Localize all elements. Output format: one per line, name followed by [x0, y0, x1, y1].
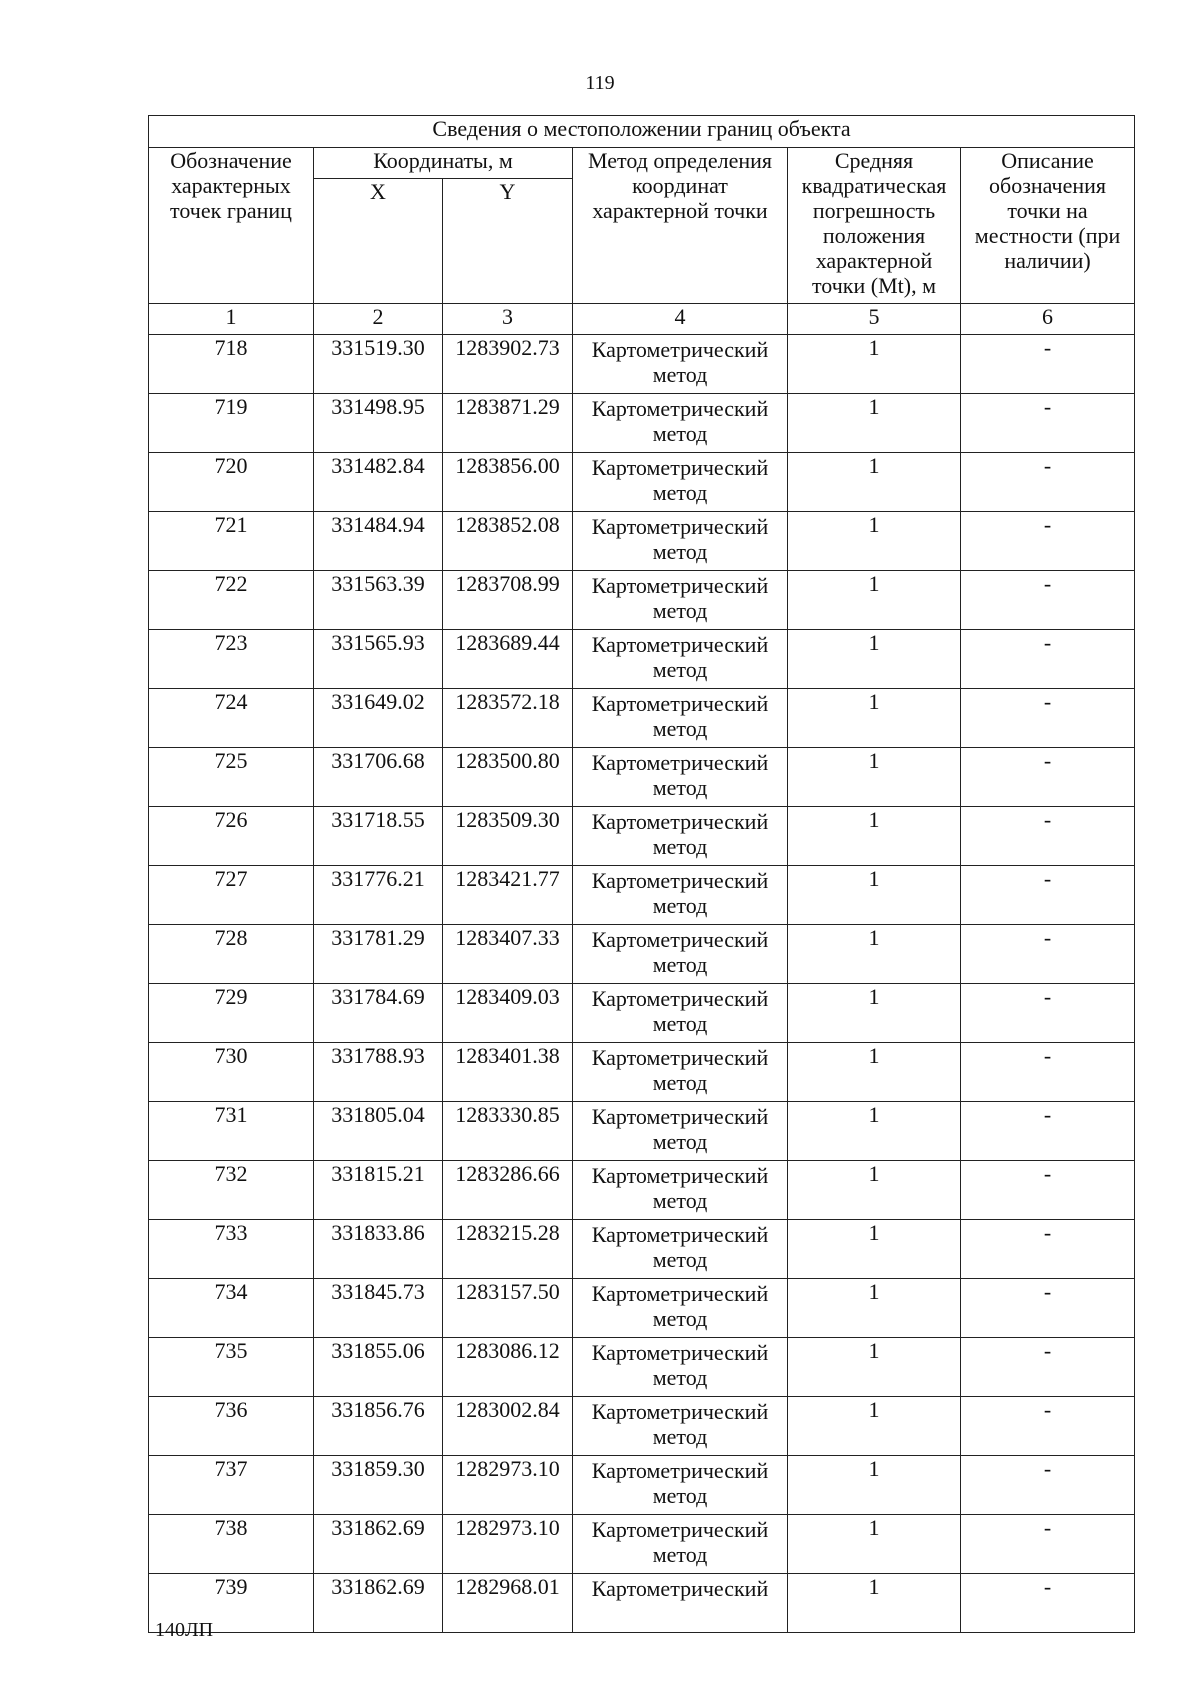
cell-point: 734 [149, 1279, 314, 1338]
cell-description: - [961, 453, 1135, 512]
cell-error: 1 [788, 335, 961, 394]
cell-description: - [961, 984, 1135, 1043]
cell-x: 331862.69 [314, 1574, 443, 1633]
cell-error: 1 [788, 394, 961, 453]
cell-error: 1 [788, 1161, 961, 1220]
table-caption: Сведения о местоположении границ объекта [149, 116, 1135, 148]
cell-method: Картометрический метод [573, 394, 788, 453]
cell-point: 718 [149, 335, 314, 394]
cell-description: - [961, 925, 1135, 984]
cell-point: 733 [149, 1220, 314, 1279]
cell-x: 331706.68 [314, 748, 443, 807]
cell-method: Картометрический метод [573, 1338, 788, 1397]
table-row [149, 512, 1135, 571]
cell-error: 1 [788, 807, 961, 866]
cell-method: Картометрический метод [573, 925, 788, 984]
cell-description: - [961, 1397, 1135, 1456]
cell-description: - [961, 748, 1135, 807]
table-row [149, 984, 1135, 1043]
cell-point: 725 [149, 748, 314, 807]
page-number: 119 [585, 72, 615, 94]
cell-point: 720 [149, 453, 314, 512]
table-row [149, 1456, 1135, 1515]
table-row [149, 866, 1135, 925]
cell-description: - [961, 1220, 1135, 1279]
table-body [149, 335, 1135, 1633]
cell-y: 1283689.44 [443, 630, 573, 689]
cell-method: Картометрический метод [573, 866, 788, 925]
cell-description: - [961, 1102, 1135, 1161]
coordinates-table [148, 115, 1135, 1633]
cell-y: 1283421.77 [443, 866, 573, 925]
cell-description: - [961, 394, 1135, 453]
table-row [149, 394, 1135, 453]
table-row [149, 807, 1135, 866]
cell-error: 1 [788, 453, 961, 512]
cell-method: Картометрический [573, 1574, 788, 1633]
cell-point: 736 [149, 1397, 314, 1456]
table-row [149, 1043, 1135, 1102]
cell-x: 331784.69 [314, 984, 443, 1043]
table-row [149, 1338, 1135, 1397]
header-point: Обозначение характерных точек границ [149, 148, 314, 304]
cell-error: 1 [788, 689, 961, 748]
cell-method: Картометрический метод [573, 748, 788, 807]
cell-x: 331482.84 [314, 453, 443, 512]
cell-y: 1283509.30 [443, 807, 573, 866]
cell-y: 1283086.12 [443, 1338, 573, 1397]
cell-description: - [961, 571, 1135, 630]
cell-description: - [961, 1515, 1135, 1574]
cell-x: 331498.95 [314, 394, 443, 453]
cell-method: Картометрический метод [573, 807, 788, 866]
cell-x: 331845.73 [314, 1279, 443, 1338]
cell-error: 1 [788, 1043, 961, 1102]
table-row [149, 689, 1135, 748]
cell-description: - [961, 689, 1135, 748]
cell-description: - [961, 1279, 1135, 1338]
column-number: 5 [788, 304, 961, 335]
cell-error: 1 [788, 1456, 961, 1515]
cell-point: 731 [149, 1102, 314, 1161]
cell-description: - [961, 1338, 1135, 1397]
cell-method: Картометрический метод [573, 453, 788, 512]
cell-point: 727 [149, 866, 314, 925]
cell-x: 331855.06 [314, 1338, 443, 1397]
cell-description: - [961, 1456, 1135, 1515]
cell-x: 331776.21 [314, 866, 443, 925]
table-row [149, 571, 1135, 630]
cell-error: 1 [788, 630, 961, 689]
cell-y: 1283500.80 [443, 748, 573, 807]
cell-method: Картометрический метод [573, 1043, 788, 1102]
cell-x: 331862.69 [314, 1515, 443, 1574]
cell-point: 728 [149, 925, 314, 984]
column-number: 3 [443, 304, 573, 335]
cell-error: 1 [788, 1220, 961, 1279]
column-number: 6 [961, 304, 1135, 335]
cell-y: 1283852.08 [443, 512, 573, 571]
table-row [149, 453, 1135, 512]
header-method: Метод определения координат характерной точки [573, 148, 788, 304]
cell-x: 331781.29 [314, 925, 443, 984]
cell-y: 1283708.99 [443, 571, 573, 630]
cell-method: Картометрический метод [573, 984, 788, 1043]
cell-x: 331718.55 [314, 807, 443, 866]
cell-y: 1282973.10 [443, 1515, 573, 1574]
coordinates-table-container [148, 115, 1134, 1601]
table-row [149, 1102, 1135, 1161]
header-error: Средняя квадратическая погрешность положения характерной точки (Mt), м [788, 148, 961, 304]
cell-point: 726 [149, 807, 314, 866]
cell-x: 331859.30 [314, 1456, 443, 1515]
cell-error: 1 [788, 1279, 961, 1338]
cell-error: 1 [788, 984, 961, 1043]
header-description: Описание обозначения точки на местности (при наличии) [961, 148, 1135, 304]
cell-x: 331484.94 [314, 512, 443, 571]
document-code: 140ЛП [155, 1619, 214, 1641]
cell-error: 1 [788, 1515, 961, 1574]
cell-y: 1282968.01 [443, 1574, 573, 1633]
table-row [149, 1279, 1135, 1338]
cell-y: 1283002.84 [443, 1397, 573, 1456]
cell-error: 1 [788, 866, 961, 925]
cell-error: 1 [788, 512, 961, 571]
cell-point: 738 [149, 1515, 314, 1574]
cell-method: Картометрический метод [573, 1102, 788, 1161]
header-coords: Координаты, м [314, 148, 573, 179]
cell-y: 1283407.33 [443, 925, 573, 984]
column-number: 2 [314, 304, 443, 335]
cell-description: - [961, 866, 1135, 925]
cell-y: 1283856.00 [443, 453, 573, 512]
cell-y: 1283409.03 [443, 984, 573, 1043]
cell-method: Картометрический метод [573, 512, 788, 571]
cell-method: Картометрический метод [573, 1161, 788, 1220]
cell-x: 331519.30 [314, 335, 443, 394]
column-number: 4 [573, 304, 788, 335]
cell-y: 1283215.28 [443, 1220, 573, 1279]
cell-point: 722 [149, 571, 314, 630]
cell-point: 737 [149, 1456, 314, 1515]
cell-y: 1283572.18 [443, 689, 573, 748]
cell-method: Картометрический метод [573, 571, 788, 630]
cell-error: 1 [788, 1102, 961, 1161]
cell-y: 1283157.50 [443, 1279, 573, 1338]
cell-method: Картометрический метод [573, 1220, 788, 1279]
table-row [149, 1515, 1135, 1574]
table-row [149, 1397, 1135, 1456]
cell-point: 730 [149, 1043, 314, 1102]
cell-y: 1283871.29 [443, 394, 573, 453]
cell-method: Картометрический метод [573, 1456, 788, 1515]
table-row [149, 925, 1135, 984]
table-row [149, 748, 1135, 807]
cell-y: 1282973.10 [443, 1456, 573, 1515]
cell-x: 331565.93 [314, 630, 443, 689]
table-row [149, 1161, 1135, 1220]
cell-point: 732 [149, 1161, 314, 1220]
column-numbers-row [149, 304, 1135, 335]
cell-description: - [961, 335, 1135, 394]
cell-method: Картометрический метод [573, 1397, 788, 1456]
cell-description: - [961, 1574, 1135, 1633]
cell-error: 1 [788, 925, 961, 984]
cell-x: 331856.76 [314, 1397, 443, 1456]
cell-description: - [961, 1043, 1135, 1102]
cell-y: 1283401.38 [443, 1043, 573, 1102]
cell-description: - [961, 630, 1135, 689]
header-x: X [314, 179, 443, 304]
cell-x: 331815.21 [314, 1161, 443, 1220]
cell-description: - [961, 512, 1135, 571]
cell-method: Картометрический метод [573, 1515, 788, 1574]
cell-error: 1 [788, 1397, 961, 1456]
cell-error: 1 [788, 571, 961, 630]
cell-point: 739 [149, 1574, 314, 1633]
cell-y: 1283902.73 [443, 335, 573, 394]
table-row [149, 335, 1135, 394]
cell-method: Картометрический метод [573, 1279, 788, 1338]
table-row [149, 630, 1135, 689]
cell-error: 1 [788, 748, 961, 807]
cell-point: 723 [149, 630, 314, 689]
cell-point: 735 [149, 1338, 314, 1397]
cell-point: 724 [149, 689, 314, 748]
cell-x: 331563.39 [314, 571, 443, 630]
cell-method: Картометрический метод [573, 689, 788, 748]
table-row [149, 1220, 1135, 1279]
cell-error: 1 [788, 1574, 961, 1633]
table-row [149, 1574, 1135, 1633]
cell-point: 729 [149, 984, 314, 1043]
cell-x: 331833.86 [314, 1220, 443, 1279]
cell-method: Картометрический метод [573, 335, 788, 394]
cell-y: 1283286.66 [443, 1161, 573, 1220]
cell-error: 1 [788, 1338, 961, 1397]
cell-x: 331649.02 [314, 689, 443, 748]
column-number: 1 [149, 304, 314, 335]
cell-point: 721 [149, 512, 314, 571]
header-y: Y [443, 179, 573, 304]
cell-x: 331805.04 [314, 1102, 443, 1161]
cell-method: Картометрический метод [573, 630, 788, 689]
cell-description: - [961, 807, 1135, 866]
cell-y: 1283330.85 [443, 1102, 573, 1161]
cell-description: - [961, 1161, 1135, 1220]
cell-point: 719 [149, 394, 314, 453]
cell-x: 331788.93 [314, 1043, 443, 1102]
